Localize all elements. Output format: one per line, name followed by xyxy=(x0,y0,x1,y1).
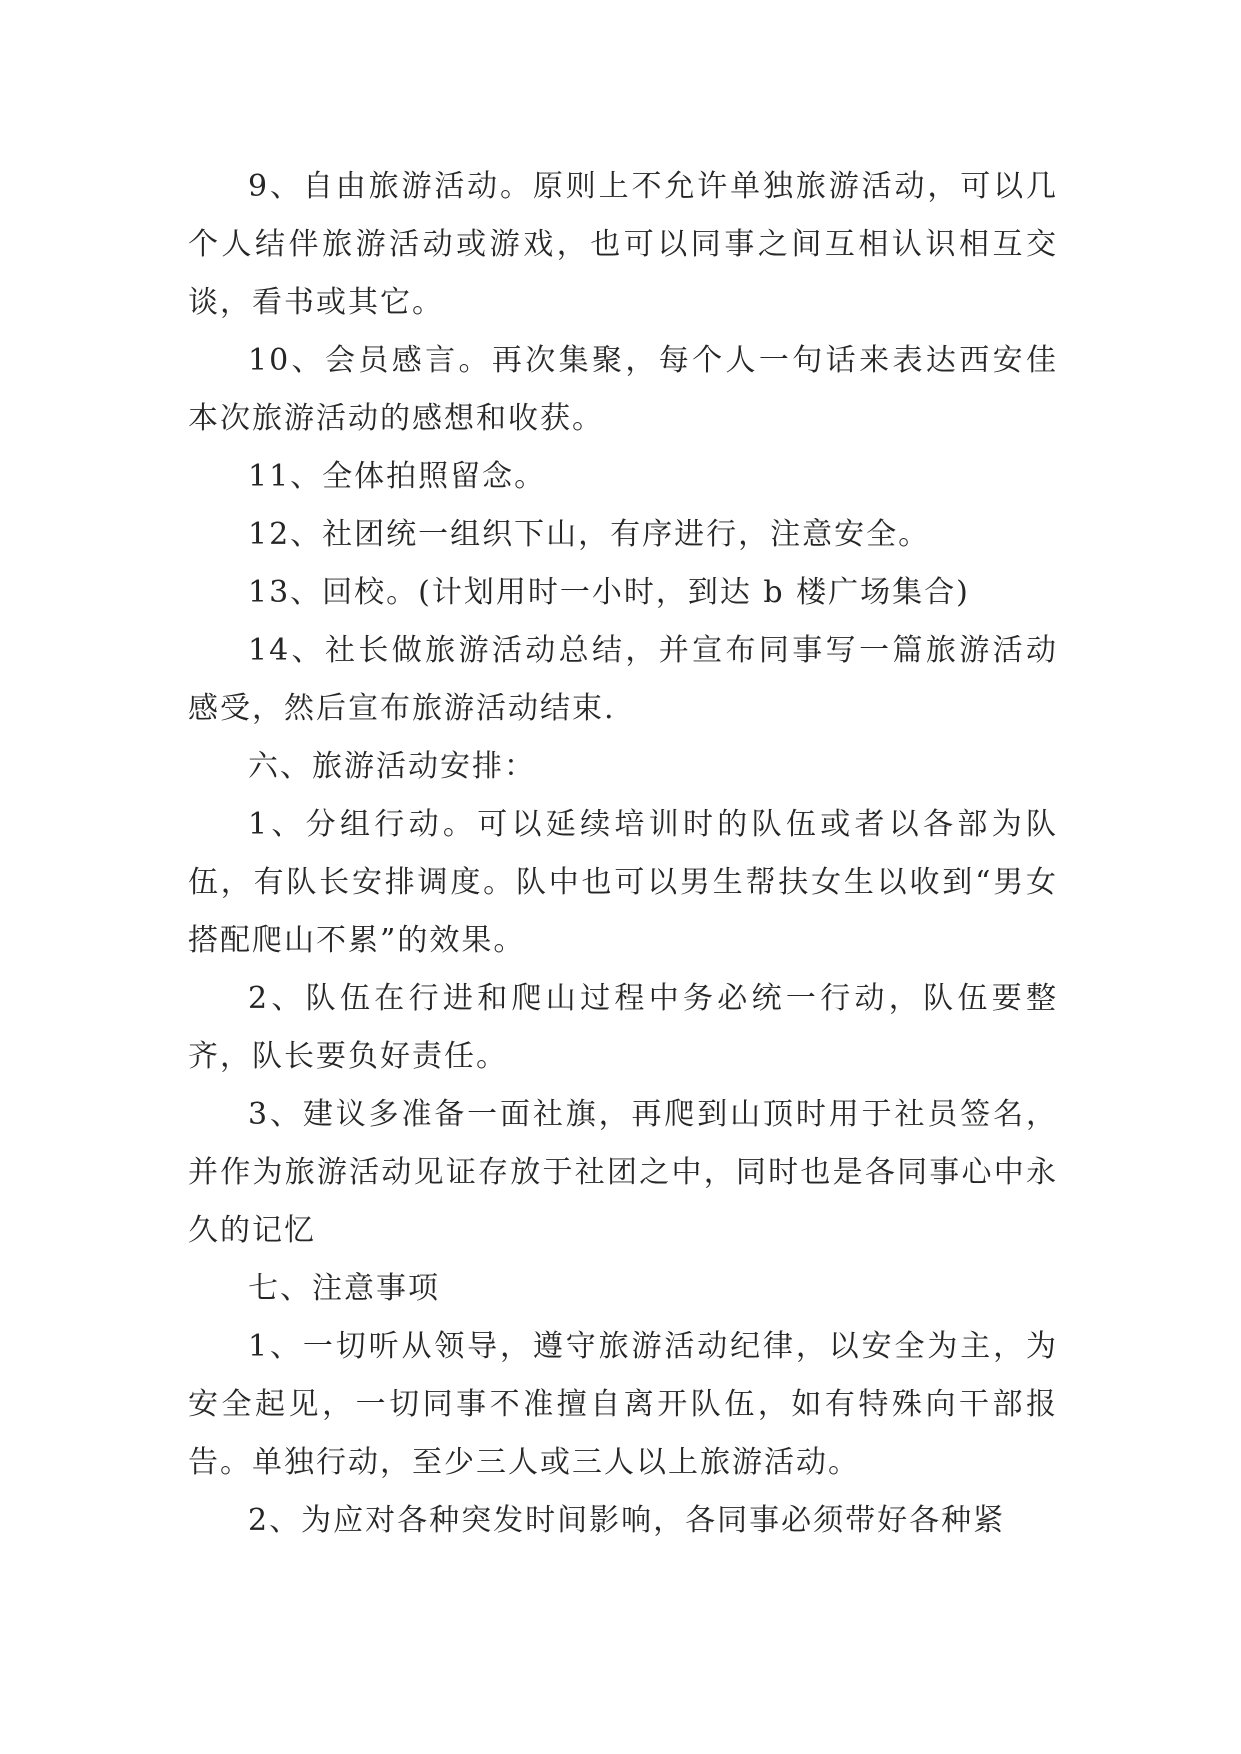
paragraph-item-11: 11、全体拍照留念。 xyxy=(248,459,547,494)
paragraph-item-9: 9、自由旅游活动。原则上不允许单独旅游活动，可以几个人结伴旅游活动或游戏，也可以同事之间互相认识相互交谈，看书或其它。 xyxy=(188,169,1058,320)
precaution-item-1: 1、一切听从领导，遵守旅游活动纪律，以安全为主，为安全起见，一切同事不准擅自离开队伍，如有特殊向干部报告。单独行动，至少三人或三人以上旅游活动。 xyxy=(188,1329,1058,1480)
arrangement-item-2: 2、队伍在行进和爬山过程中务必统一行动，队伍要整齐，队长要负好责任。 xyxy=(188,981,1058,1074)
precaution-item-2: 2、为应对各种突发时间影响，各同事必须带好各种紧 xyxy=(248,1503,1006,1538)
paragraph-item-10: 10、会员感言。再次集聚，每个人一句话来表达西安佳本次旅游活动的感想和收获。 xyxy=(188,343,1058,436)
arrangement-item-1: 1、分组行动。可以延续培训时的队伍或者以各部为队伍，有队长安排调度。队中也可以男生帮扶女生以收到“男女搭配爬山不累”的效果。 xyxy=(188,807,1058,958)
paragraph-item-13: 13、回校。(计划用时一小时，到达 b 楼广场集合) xyxy=(248,575,970,610)
section-heading-precautions: 七、注意事项 xyxy=(248,1271,440,1306)
document-body xyxy=(188,158,1058,1550)
arrangement-item-3: 3、建议多准备一面社旗，再爬到山顶时用于社员签名，并作为旅游活动见证存放于社团之中，同时也是各同事心中永久的记忆 xyxy=(188,1097,1058,1248)
section-heading-activity-arrangement: 六、旅游活动安排： xyxy=(248,749,536,784)
paragraph-item-12: 12、社团统一组织下山，有序进行，注意安全。 xyxy=(248,517,931,552)
paragraph-item-14: 14、社长做旅游活动总结，并宣布同事写一篇旅游活动感受，然后宣布旅游活动结束. xyxy=(188,633,1058,726)
